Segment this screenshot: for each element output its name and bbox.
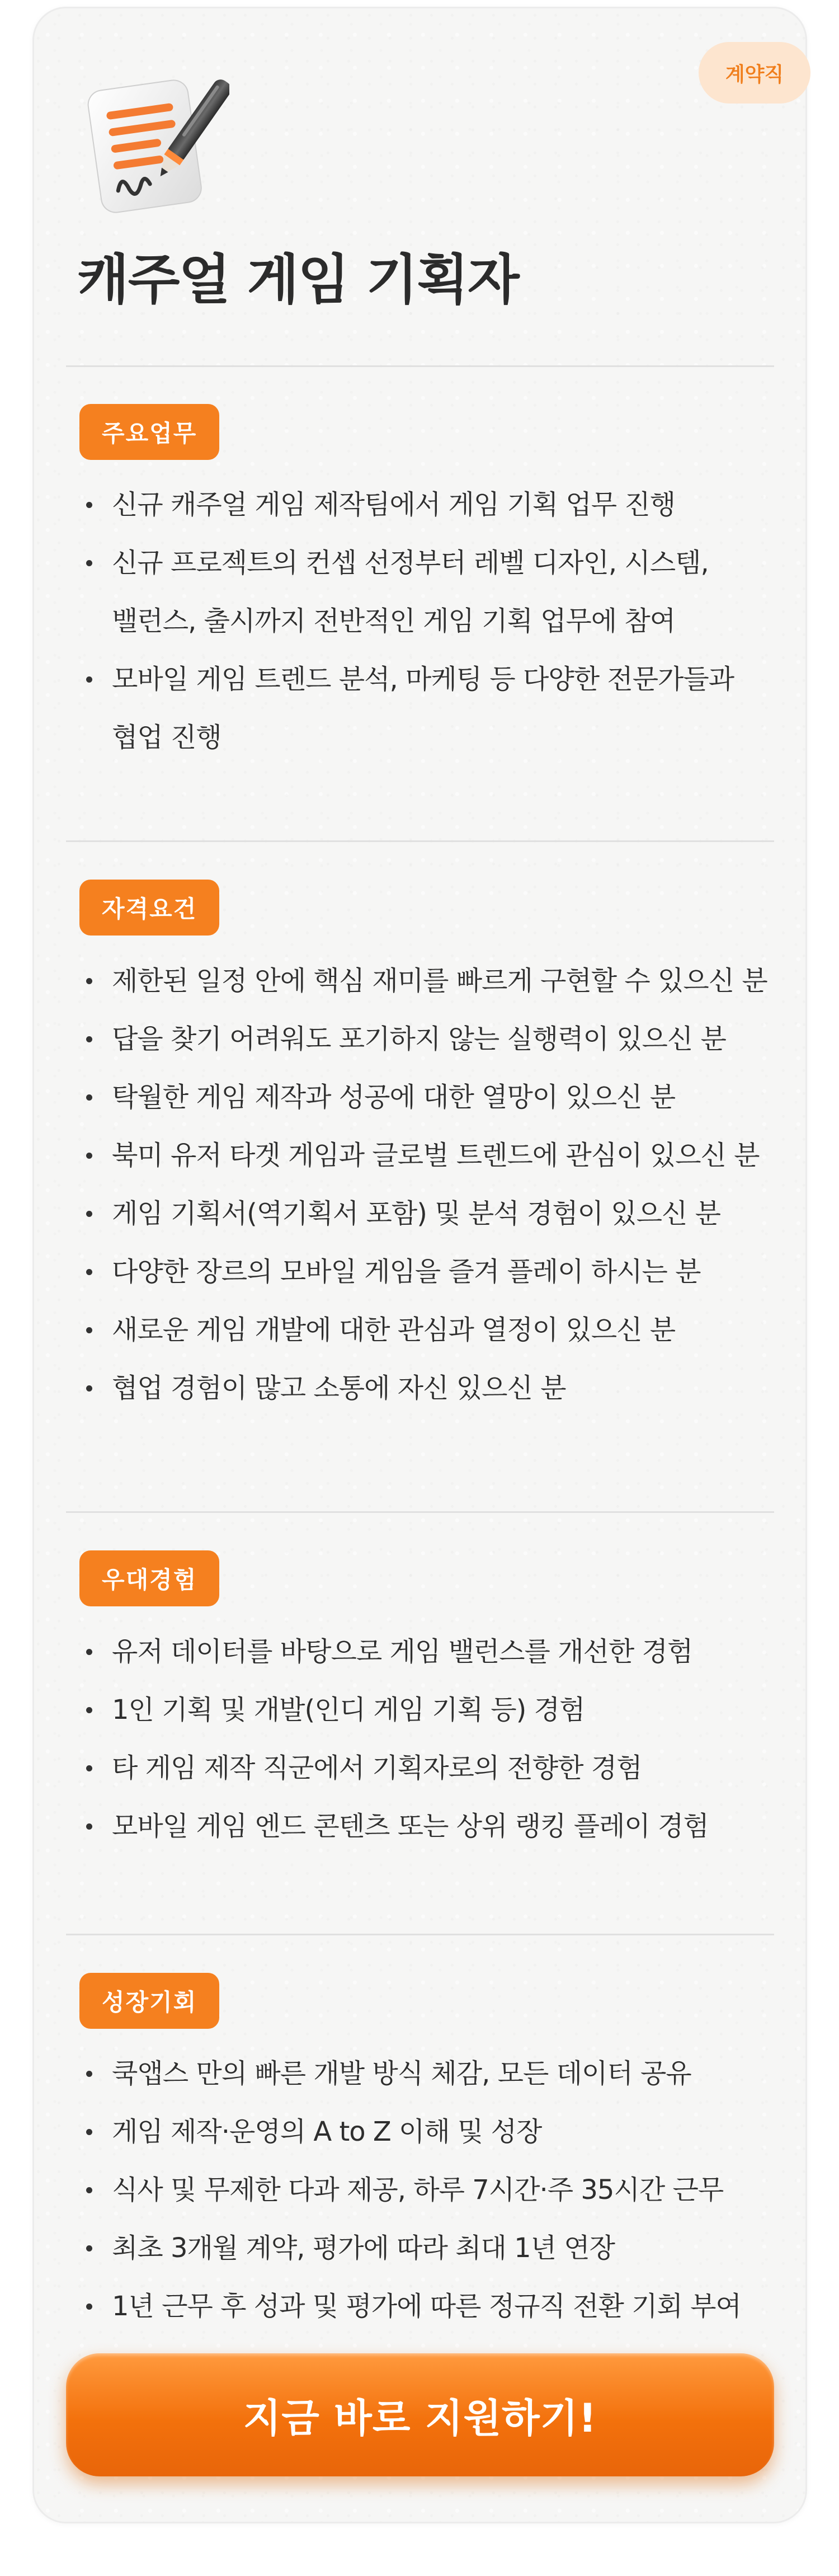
list-item: 신규 캐주얼 게임 제작팀에서 게임 기획 업무 진행 xyxy=(79,476,773,534)
list-item: 제한된 일정 안에 핵심 재미를 빠르게 구현할 수 있으신 분 xyxy=(79,952,773,1010)
requirements-list xyxy=(79,952,773,1417)
list-item: 유저 데이터를 바탕으로 게임 밸런스를 개선한 경험 xyxy=(79,1623,773,1681)
document-pen-icon xyxy=(84,67,229,224)
preferred-list xyxy=(79,1623,773,1855)
job-title: 캐주얼 게임 기획자 xyxy=(77,248,519,311)
list-item: 새로운 게임 개발에 대한 관심과 열정이 있으신 분 xyxy=(79,1301,773,1359)
list-item: 다양한 장르의 모바일 게임을 즐겨 플레이 하시는 분 xyxy=(79,1243,773,1301)
list-item: 탁월한 게임 제작과 성공에 대한 열망이 있으신 분 xyxy=(79,1068,773,1126)
list-item: 1인 기획 및 개발(인디 게임 기획 등) 경험 xyxy=(79,1681,773,1739)
section-label-growth: 성장기회 xyxy=(79,1973,219,2029)
employment-type-badge: 계약직 xyxy=(699,42,810,104)
list-item: 답을 찾기 어려워도 포기하지 않는 실행력이 있으신 분 xyxy=(79,1010,773,1068)
duties-list xyxy=(79,476,773,767)
growth-list xyxy=(79,2044,773,2335)
section-divider xyxy=(66,1934,774,1935)
apply-now-button[interactable]: 지금 바로 지원하기! xyxy=(66,2353,774,2476)
list-item: 북미 유저 타겟 게임과 글로벌 트렌드에 관심이 있으신 분 xyxy=(79,1126,773,1184)
list-item: 신규 프로젝트의 컨셉 선정부터 레벨 디자인, 시스템, 밸런스, 출시까지 전반적인 게임 기획 업무에 참여 xyxy=(79,534,773,650)
list-item: 모바일 게임 트렌드 분석, 마케팅 등 다양한 전문가들과 협업 진행 xyxy=(79,650,773,767)
list-item: 게임 제작·운영의 A to Z 이해 및 성장 xyxy=(79,2103,773,2161)
list-item: 최초 3개월 계약, 평가에 따라 최대 1년 연장 xyxy=(79,2219,773,2277)
section-divider xyxy=(66,840,774,842)
list-item: 모바일 게임 엔드 콘텐츠 또는 상위 랭킹 플레이 경험 xyxy=(79,1797,773,1855)
list-item: 협업 경험이 많고 소통에 자신 있으신 분 xyxy=(79,1359,773,1417)
section-divider xyxy=(66,365,774,367)
section-divider xyxy=(66,1511,774,1513)
list-item: 식사 및 무제한 다과 제공, 하루 7시간·주 35시간 근무 xyxy=(79,2161,773,2219)
list-item: 타 게임 제작 직군에서 기획자로의 전향한 경험 xyxy=(79,1739,773,1797)
section-label-duties: 주요업무 xyxy=(79,404,219,460)
list-item: 쿡앱스 만의 빠른 개발 방식 체감, 모든 데이터 공유 xyxy=(79,2044,773,2103)
section-label-requirements: 자격요건 xyxy=(79,880,219,936)
list-item: 1년 근무 후 성과 및 평가에 따른 정규직 전환 기회 부여 xyxy=(79,2277,773,2335)
list-item: 게임 기획서(역기획서 포함) 및 분석 경험이 있으신 분 xyxy=(79,1184,773,1243)
section-label-preferred: 우대경험 xyxy=(79,1550,219,1606)
